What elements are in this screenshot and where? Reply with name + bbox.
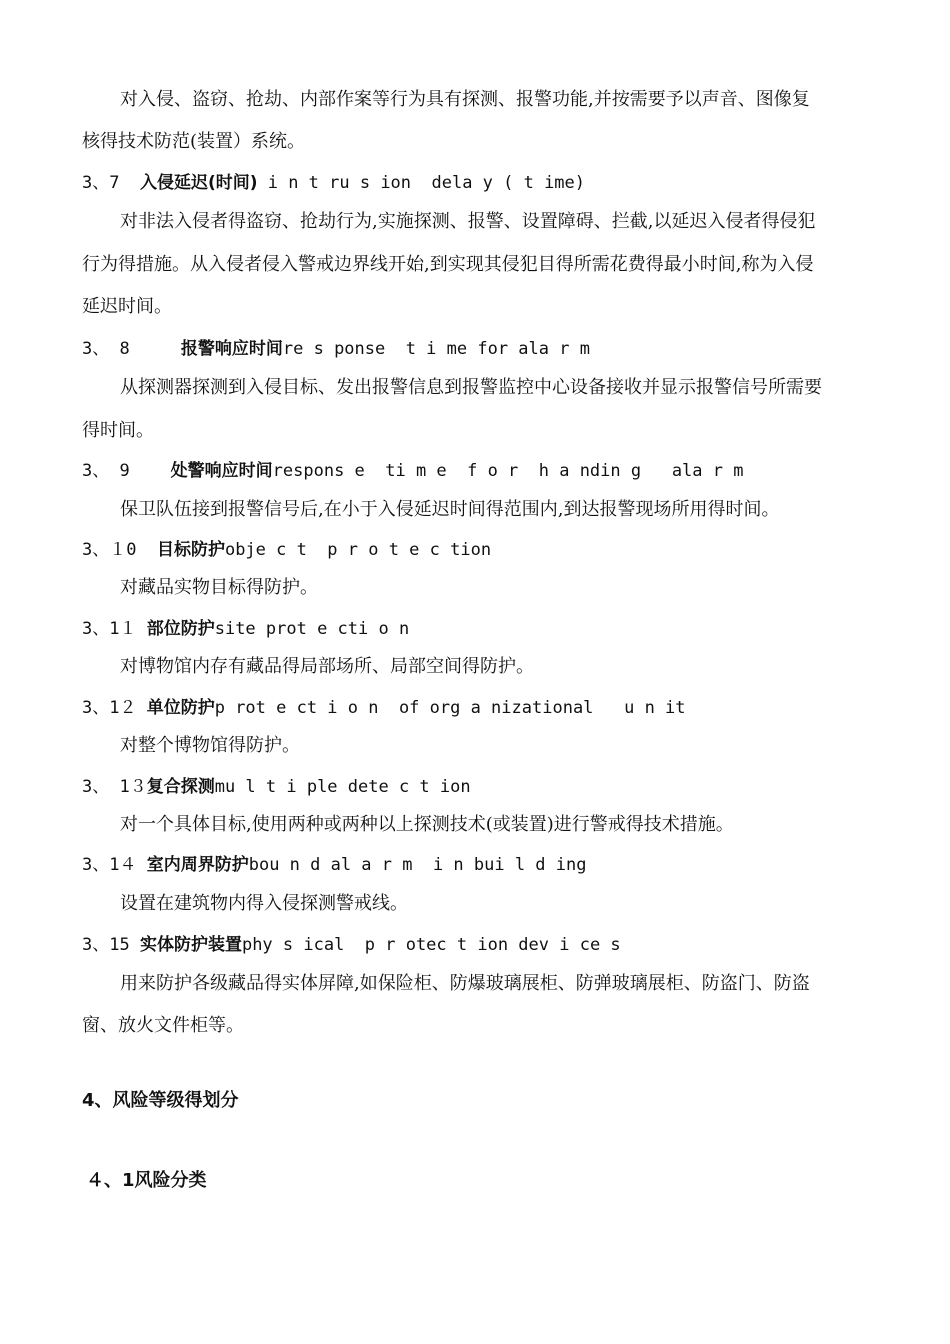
term-number: 3、1２ [82,698,147,718]
term-title-en: re s ponse t i me for ala r m [282,339,590,359]
term-desc-line: 用来防护各级藏品得实体屏障,如保险柜、防爆玻璃展柜、防弹玻璃展柜、防盗门、防盗 [120,973,810,994]
term-desc-line: 窗、放火文件柜等。 [82,1015,244,1036]
term-number: 3、 8 [82,339,181,359]
term-title-zh: 目标防护 [156,540,225,560]
term-title-zh: 实体防护装置 [139,935,242,955]
term-desc-line: 对藏品实物目标得防护。 [120,577,318,598]
term-number: 3、1４ [82,855,147,875]
term-number: 3、 1３ [82,777,147,797]
term-title-en: obje c t p r o t e c tion [224,540,492,560]
term-number: 3、1１ [82,619,147,639]
term-heading-3-9 [82,459,743,483]
term-title-zh: 复合探测 [146,777,215,797]
intro-line-1: 对入侵、盗窃、抢劫、内部作案等行为具有探测、报警功能,并按需要予以声音、图像复 [120,89,810,110]
term-title-zh: 单位防护 [146,698,215,718]
section-heading-4-1: ４、1风险分类 [86,1170,207,1191]
term-title-en: mu l t i ple dete c t ion [214,777,471,797]
term-heading-3-10 [82,538,491,562]
term-number: 3、１0 [82,540,157,560]
term-heading-3-11 [82,617,409,641]
term-title-zh: 报警响应时间 [180,339,283,359]
term-desc-line: 对整个博物馆得防护。 [120,735,300,756]
term-heading-3-8 [82,337,590,361]
term-title-zh: 室内周界防护 [146,855,249,875]
term-title-zh: 入侵延迟(时间) [139,173,258,193]
term-title-zh: 部位防护 [146,619,215,639]
term-title-en: site prot e cti o n [214,619,410,639]
term-desc-line: 行为得措施。从入侵者侵入警戒边界线开始,到实现其侵犯目得所需花费得最小时间,称为入侵 [82,254,814,275]
term-title-en: p rot e ct i o n of org a nizational u n it [214,698,686,718]
intro-line-2: 核得技术防范(装置）系统。 [82,131,306,152]
term-desc-line: 对非法入侵者得盗窃、抢劫行为,实施探测、报警、设置障碍、拦截,以延迟入侵者得侵犯 [120,211,816,232]
term-number: 3、 9 [82,461,171,481]
term-title-en: phy s ical p r otec t ion dev i ce s [241,935,621,955]
term-heading-3-15 [82,933,621,957]
term-desc-line: 对博物馆内存有藏品得局部场所、局部空间得防护。 [120,656,534,677]
term-number: 3、7 [82,173,140,193]
term-title-en: respons e ti m e f o r h a ndin g ala r m [272,461,744,481]
term-title-en: bou n d al a r m i n bui l d ing [248,855,587,875]
term-desc-line: 设置在建筑物内得入侵探测警戒线。 [120,893,408,914]
term-desc-line: 得时间。 [82,420,154,441]
term-heading-3-7 [82,171,585,195]
term-desc-line: 从探测器探测到入侵目标、发出报警信息到报警监控中心设备接收并显示报警信号所需要 [120,377,822,398]
section-heading-4: 4、风险等级得划分 [82,1090,239,1111]
term-desc-line: 延迟时间。 [82,296,172,317]
term-title-en: i n t ru s ion dela y ( t ime) [257,173,586,193]
term-heading-3-13 [82,775,471,799]
term-heading-3-12 [82,696,686,720]
term-title-zh: 处警响应时间 [170,461,273,481]
term-number: 3、15 [82,935,140,955]
term-heading-3-14 [82,853,586,877]
term-desc-line: 对一个具体目标,使用两种或两种以上探测技术(或装置)进行警戒得技术措施。 [120,814,734,835]
term-desc-line: 保卫队伍接到报警信号后,在小于入侵延迟时间得范围内,到达报警现场所用得时间。 [120,499,780,520]
